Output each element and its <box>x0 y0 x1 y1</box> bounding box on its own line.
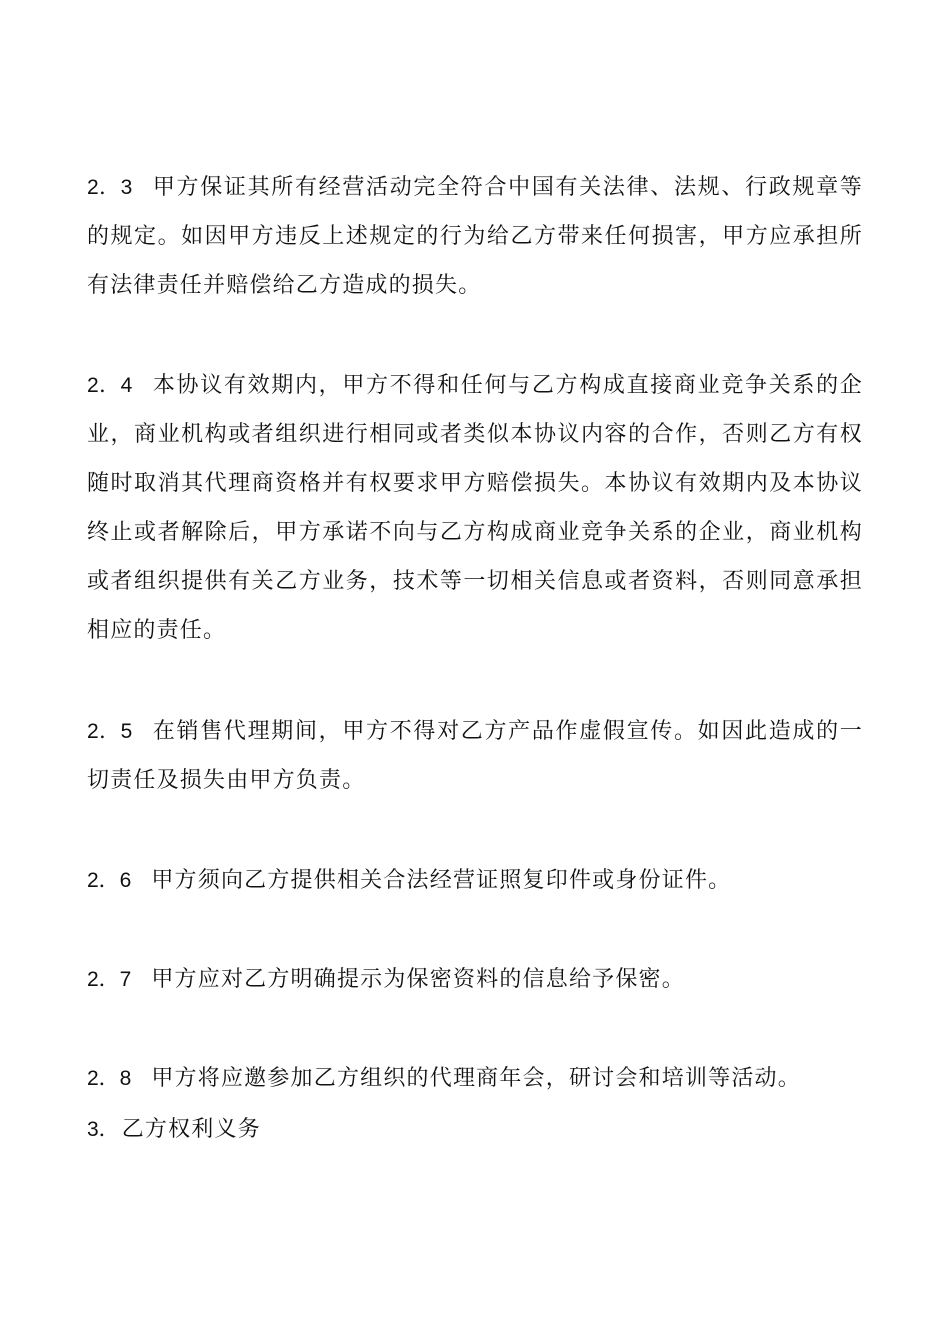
clause-number: 2．3 <box>87 176 133 199</box>
clause-2-3 <box>87 163 863 310</box>
clause-text: 在销售代理期间，甲方不得对乙方产品作虚假宣传。如因此造成的一切责任及损失由甲方负责。 <box>87 719 863 793</box>
clause-text: 甲方将应邀参加乙方组织的代理商年会，研讨会和培训等活动。 <box>151 1066 801 1091</box>
clause-text: 本协议有效期内，甲方不得和任何与乙方构成直接商业竞争关系的企业，商业机构或者组织进行相同或者类似本协议内容的合作，否则乙方有权随时取消其代理商资格并有权要求甲方赔偿损失。本协议有效期内及本协议终止或者解除后，甲方承诺不向与乙方构成商业竞争关系的企业，商业机构或者组织提供有关乙方业务，技术等一切相关信息或者资料，否则同意承担相应的责任。 <box>87 373 863 643</box>
heading-number: 3． <box>87 1118 120 1141</box>
section-heading-3 <box>87 1105 863 1154</box>
clause-2-7 <box>87 955 863 1004</box>
clause-text: 甲方应对乙方明确提示为保密资料的信息给予保密。 <box>151 967 685 992</box>
clause-number: 2．4 <box>87 374 133 397</box>
clause-text: 甲方须向乙方提供相关合法经营证照复印件或身份证件。 <box>151 868 732 893</box>
clause-number: 2．5 <box>87 720 133 743</box>
clause-2-5 <box>87 707 863 805</box>
clause-2-4 <box>87 361 863 655</box>
clause-2-8 <box>87 1054 863 1103</box>
clause-number: 2．8 <box>87 1067 132 1090</box>
clause-number: 2．7 <box>87 968 132 991</box>
clause-2-6 <box>87 856 863 905</box>
heading-text: 乙方权利义务 <box>121 1117 261 1142</box>
clause-text: 甲方保证其所有经营活动完全符合中国有关法律、法规、行政规章等的规定。如因甲方违反上述规定的行为给乙方带来任何损害，甲方应承担所有法律责任并赔偿给乙方造成的损失。 <box>87 175 863 298</box>
clause-number: 2．6 <box>87 869 132 892</box>
